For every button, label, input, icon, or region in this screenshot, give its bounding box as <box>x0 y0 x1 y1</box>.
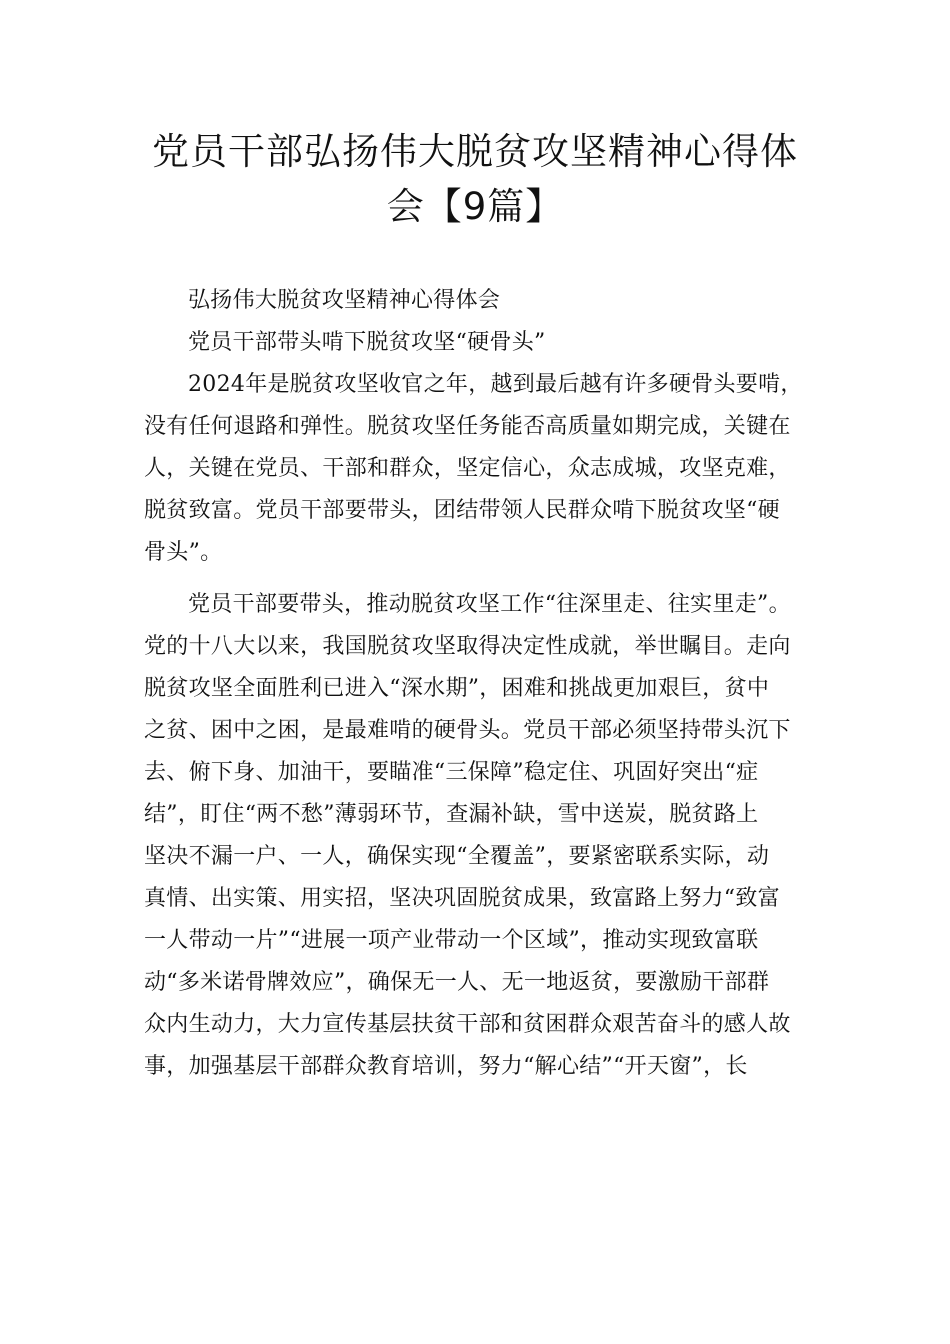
paragraph-line: 骨头”。 <box>144 540 223 565</box>
paragraph-line: 去、俯下身、加油干，要瞄准“三保障”稳定住、巩固好突出“症 <box>144 760 759 785</box>
document-body <box>144 280 816 1088</box>
document-title <box>130 124 820 234</box>
paragraph-line: 众内生动力，大力宣传基层扶贫干部和贫困群众艰苦奋斗的感人故 <box>144 1012 791 1037</box>
paragraph-line: 动“多米诺骨牌效应”，确保无一人、无一地返贫，要激励干部群 <box>144 970 770 995</box>
article-subtitle: 党员干部带头啃下脱贫攻坚“硬骨头” <box>188 330 546 355</box>
paragraph-spacer <box>144 574 816 584</box>
paragraph-line: 真情、出实策、用实招，坚决巩固脱贫成果，致富路上努力“致富 <box>144 886 780 911</box>
paragraph-line: 结”，盯住“两不愁”薄弱环节，查漏补缺，雪中送炭，脱贫路上 <box>144 802 759 827</box>
paragraph-line: 脱贫致富。党员干部要带头，团结带领人民群众啃下脱贫攻坚“硬 <box>144 498 780 523</box>
paragraph-line: 党的十八大以来，我国脱贫攻坚取得决定性成就，举世瞩目。走向 <box>144 634 791 659</box>
title-line-1: 党员干部弘扬伟大脱贫攻坚精神心得体 <box>152 130 798 173</box>
paragraph-line: 脱贫攻坚全面胜利已进入“深水期”，困难和挑战更加艰巨，贫中 <box>144 676 770 701</box>
paragraph-line: 一人带动一片”“进展一项产业带动一个区域”，推动实现致富联 <box>144 928 759 953</box>
paragraph-line: 之贫、困中之困，是最难啃的硬骨头。党员干部必须坚持带头沉下 <box>144 718 791 743</box>
title-line-2: 会【9篇】 <box>386 185 564 228</box>
section-heading: 弘扬伟大脱贫攻坚精神心得体会 <box>188 288 501 313</box>
paragraph-line: 人，关键在党员、干部和群众，坚定信心，众志成城，攻坚克难， <box>144 456 791 481</box>
paragraph-line: 事，加强基层干部群众教育培训，努力“解心结”“开天窗”，长 <box>144 1054 748 1079</box>
paragraph-line: 2024年是脱贫攻坚收官之年，越到最后越有许多硬骨头要啃， <box>188 372 803 397</box>
paragraph-line: 没有任何退路和弹性。脱贫攻坚任务能否高质量如期完成，关键在 <box>144 414 791 439</box>
paragraph-line: 坚决不漏一户、一人，确保实现“全覆盖”，要紧密联系实际，动 <box>144 844 770 869</box>
paragraph-line: 党员干部要带头，推动脱贫攻坚工作“往深里走、往实里走”。 <box>188 592 791 617</box>
